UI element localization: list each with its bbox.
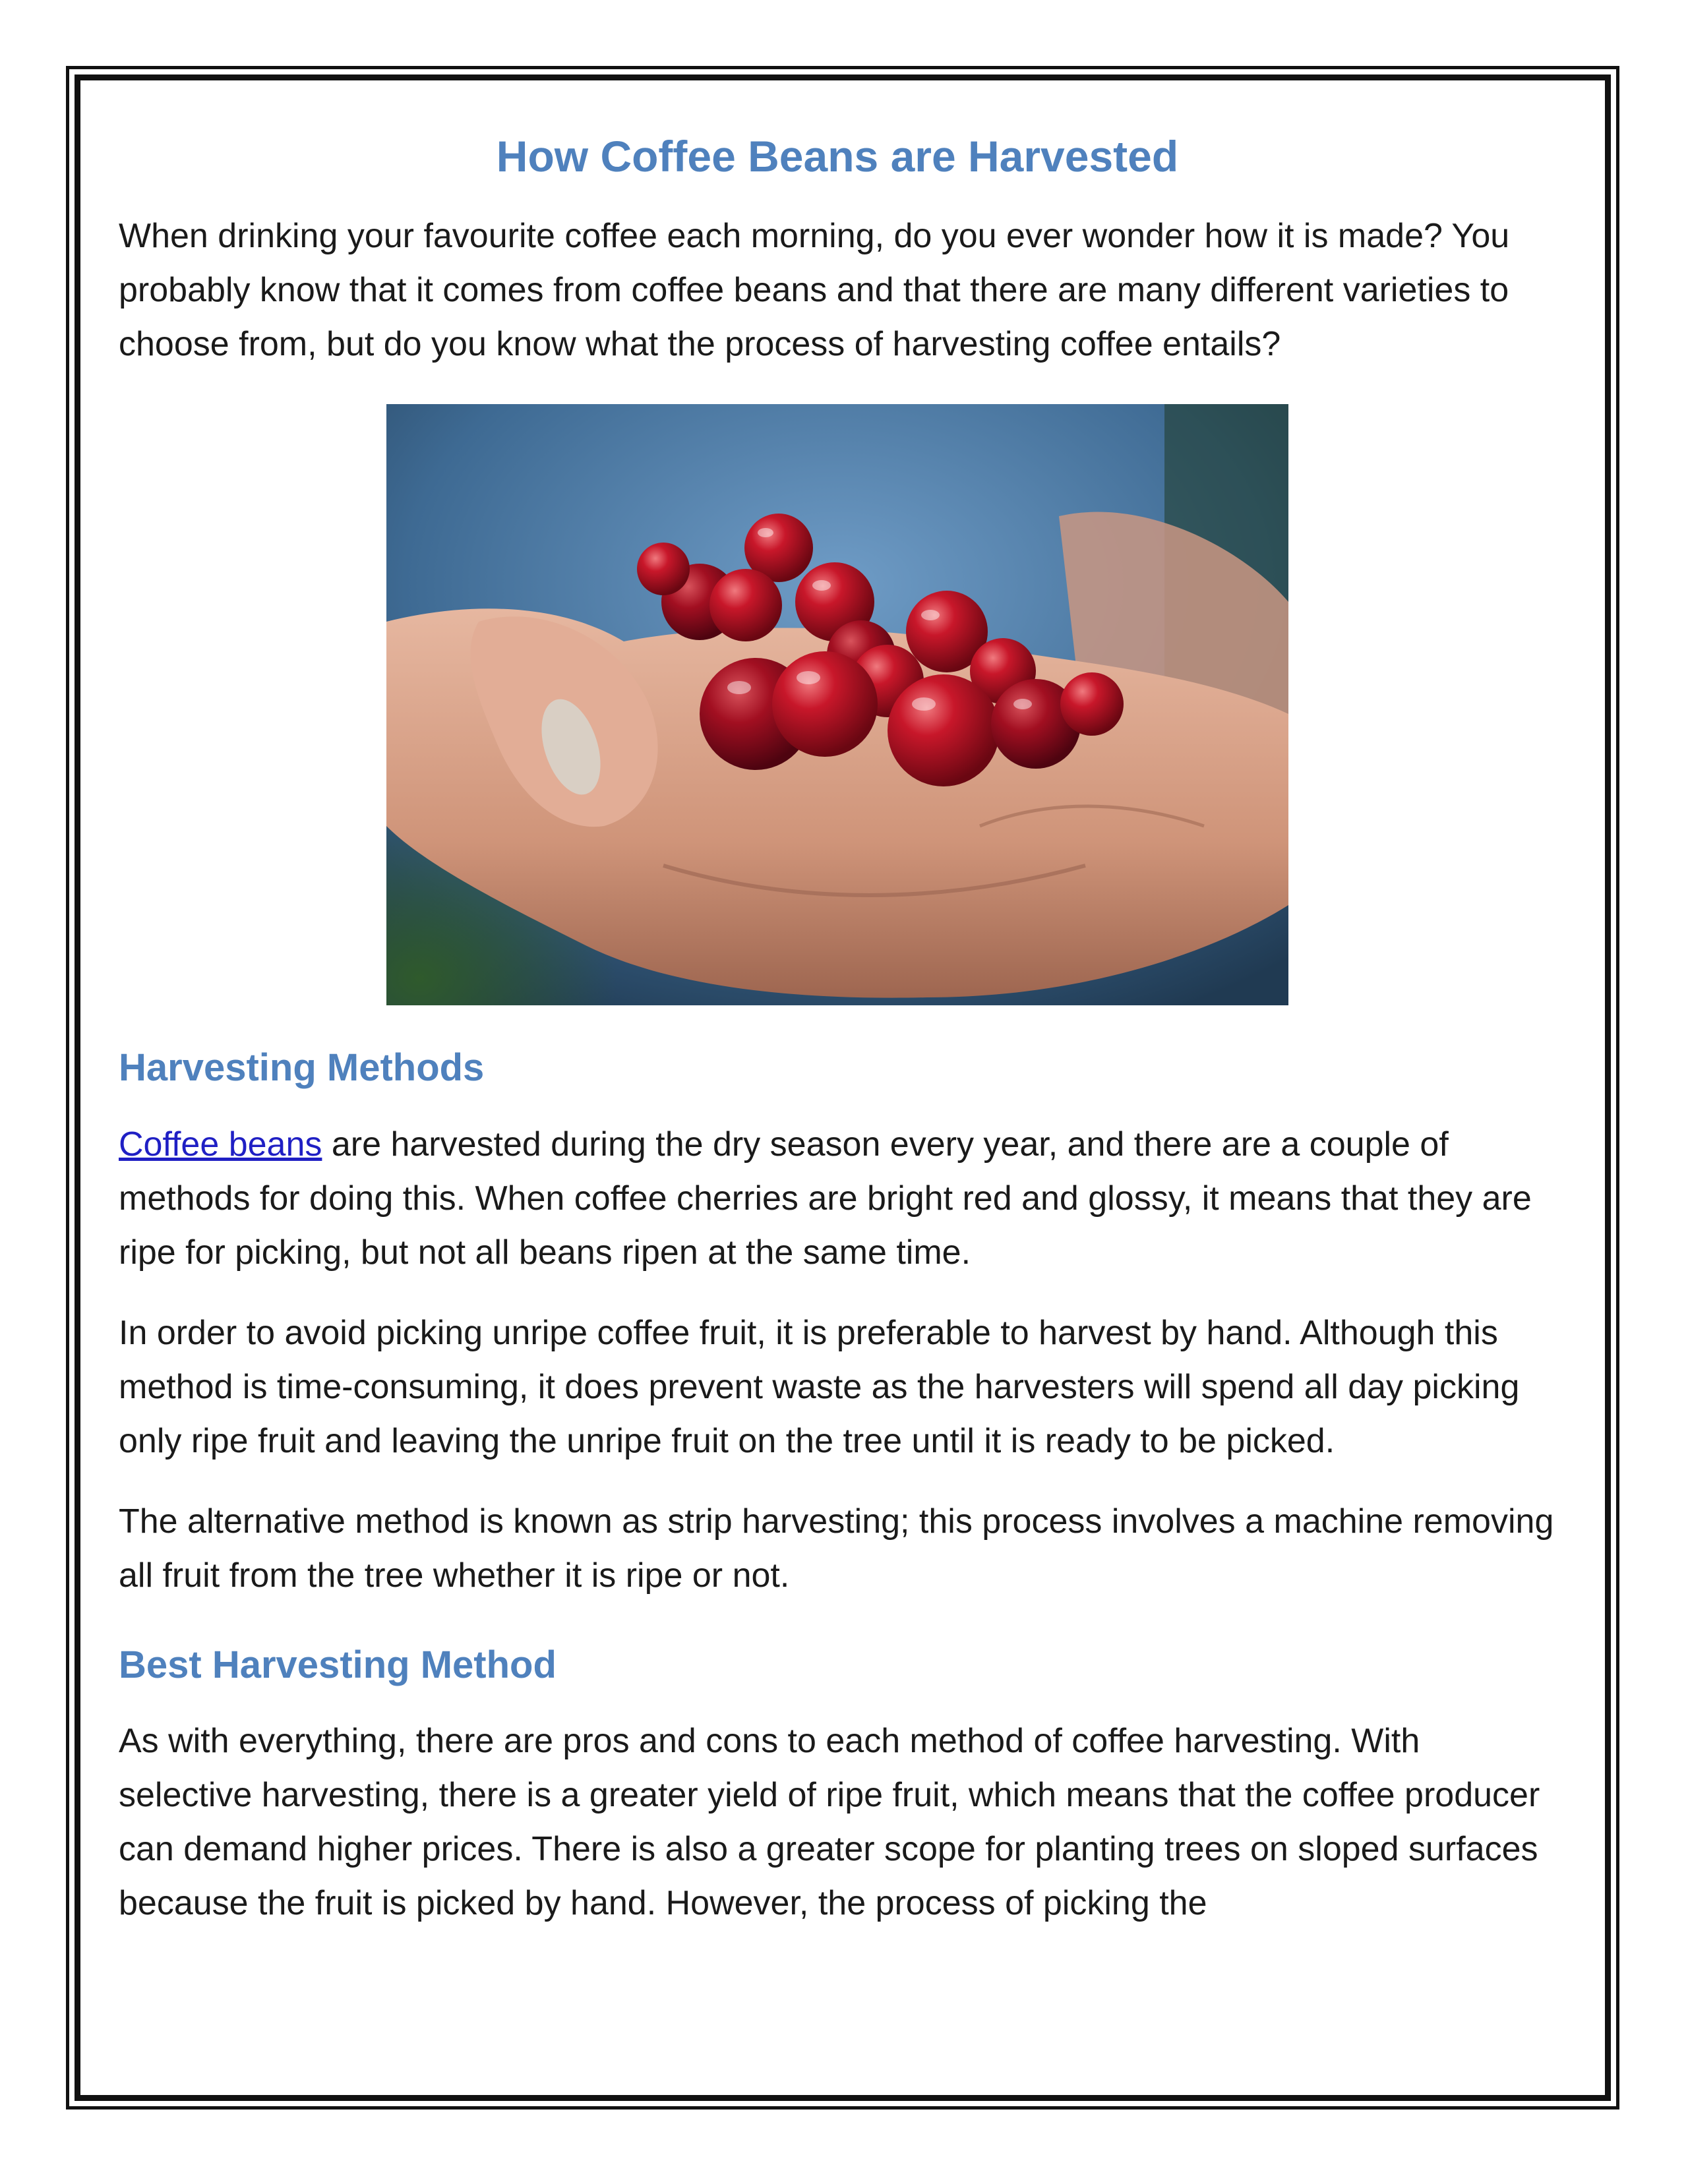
page-title: How Coffee Beans are Harvested bbox=[496, 132, 1179, 181]
section-heading-harvesting-methods: Harvesting Methods bbox=[119, 1046, 485, 1090]
cherry bbox=[1060, 672, 1124, 736]
cherry bbox=[709, 569, 782, 641]
coffee-cherries-illustration bbox=[386, 404, 1288, 1005]
harvesting-methods-paragraph-3: The alternative method is known as strip harvesting; this process involves a machine removing all fruit from the tree whether it is ripe or not. bbox=[119, 1502, 1554, 1595]
coffee-beans-link[interactable]: Coffee beans bbox=[119, 1125, 322, 1164]
cherry bbox=[637, 543, 690, 595]
cherry bbox=[888, 674, 1000, 786]
cherry bbox=[772, 651, 878, 757]
harvesting-methods-paragraph-2: In order to avoid picking unripe coffee fruit, it is preferable to harvest by hand. Although this method is time-consuming, it does prevent waste as the harvesters will spend all day picking only ripe fruit and leaving the unripe fruit on the tree until it is ready to be picked. bbox=[119, 1313, 1520, 1460]
harvesting-methods-paragraph-1 bbox=[119, 1117, 1556, 1280]
best-method-paragraph-1: As with everything, there are pros and cons to each method of coffee harvesting. With selective harvesting, there is a greater yield of ripe fruit, which means that the coffee producer can demand higher prices. There is also a greater scope for planting trees on sloped surfaces because the fruit is picked by hand. However, the process of picking the bbox=[119, 1722, 1540, 1923]
coffee-cherries-photo bbox=[386, 404, 1288, 1005]
section-heading-best-harvesting-method: Best Harvesting Method bbox=[119, 1643, 557, 1686]
document-body bbox=[119, 119, 1556, 1957]
intro-paragraph: When drinking your favourite coffee each morning, do you ever wonder how it is made? You probably know that it comes from coffee beans and that there are many different varieties to choose from, but do you know what the process of harvesting coffee entails? bbox=[119, 217, 1510, 364]
harvesting-methods-paragraph-1-text: are harvested during the dry season every year, and there are a couple of methods for doing this. When coffee cherries are bright red and glossy, it means that they are ripe for picking, but not all beans ripen at the same time. bbox=[119, 1125, 1532, 1272]
